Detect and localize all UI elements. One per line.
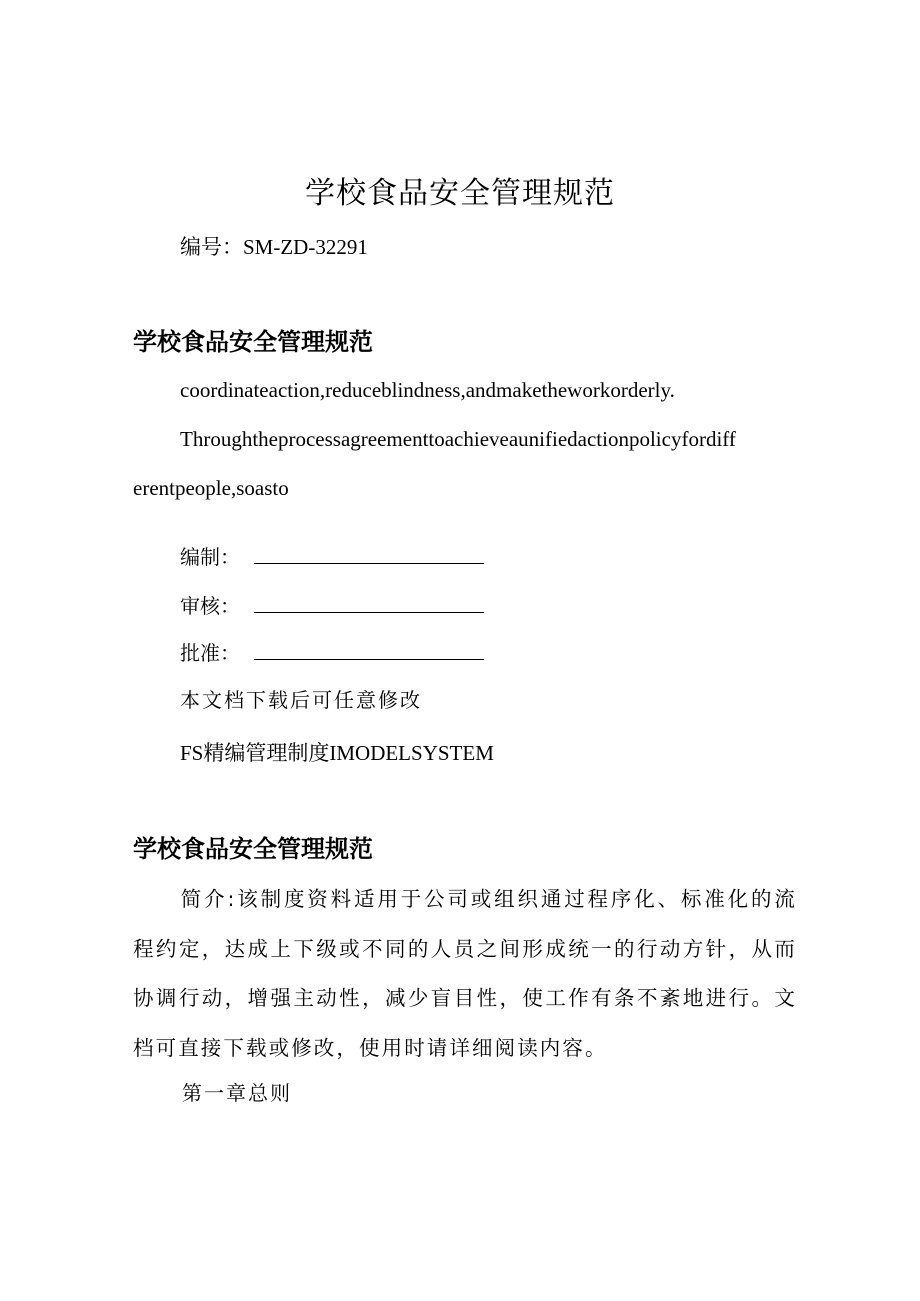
reviewed-by-signature-line — [254, 598, 484, 613]
reviewed-by-label: 审核： — [180, 594, 240, 618]
prepared-by-signature-line — [254, 549, 484, 564]
english-paragraph-line: erentpeople,soasto — [133, 476, 289, 500]
editable-note: 本文档下载后可任意修改 — [180, 688, 422, 712]
approved-by-row — [180, 637, 484, 666]
english-paragraph-line: Throughtheprocessagreementtoachieveaunifiedactionpolicyfordiff — [180, 427, 736, 451]
document-title: 学校食品安全管理规范 — [305, 177, 615, 210]
section-heading: 学校食品安全管理规范 — [133, 835, 373, 863]
english-paragraph-line: coordinateaction,reduceblindness,andmaketheworkorderly. — [180, 378, 675, 402]
approved-by-signature-line — [254, 645, 484, 660]
reviewed-by-row — [180, 590, 484, 619]
document-number: 编号：SM-ZD-32291 — [180, 235, 368, 259]
prepared-by-row — [180, 541, 484, 570]
system-line: FS精编管理制度IMODELSYSTEM — [180, 741, 494, 765]
intro-text: 简介:该制度资料适用于公司或组织通过程序化、标准化的流程约定，达成上下级或不同的人员之间形成统一的行动方针，从而协调行动，增强主动性，减少盲目性，使工作有条不紊地进行。文档可直接下载或修改，使用时请详细阅读内容。 — [133, 887, 797, 1060]
chapter-heading: 第一章总则 — [182, 1081, 292, 1105]
approved-by-label: 批准： — [180, 641, 240, 665]
prepared-by-label: 编制： — [180, 545, 240, 569]
intro-paragraph — [133, 875, 797, 1073]
section-heading: 学校食品安全管理规范 — [133, 328, 373, 356]
